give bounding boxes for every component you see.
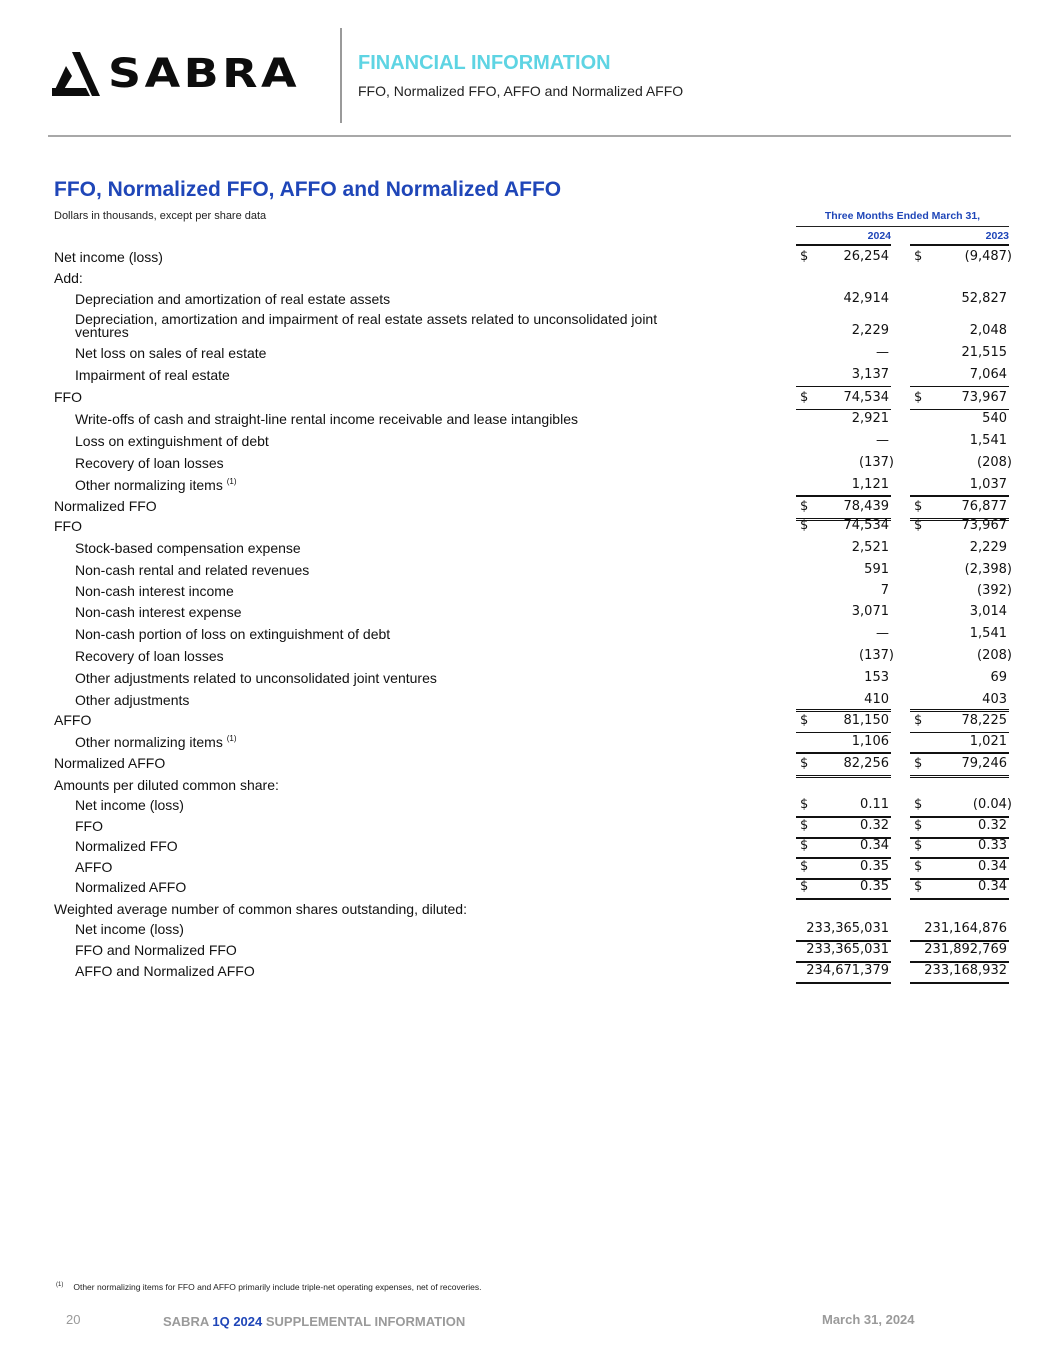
row-label-other-adjustments [75,692,189,708]
value-cell-2023 [910,452,1012,474]
row-label-non-cash-interest-expense [75,604,242,620]
row-label-text: Normalized AFFO [54,755,166,771]
footer-date: March 31, 2024 [822,1312,915,1327]
value-text: 0.35 [860,859,889,874]
value-cell-2024 [796,386,891,410]
dollar-sign: $ [914,756,923,771]
value-text: 233,365,031 [806,921,889,936]
sabra-logo [52,50,301,98]
value-text: 3,071 [851,604,889,619]
brand-wordmark: SABRA [108,51,301,97]
value-text: 0.34 [978,879,1007,894]
table-row [0,246,1055,268]
row-label-text: FFO [54,518,82,534]
value-text: 78,225 [961,713,1007,728]
row-label-text: Net income (loss) [75,797,184,813]
value-cell-2023 [910,342,1009,364]
footer-doc-name: SUPPLEMENTAL INFORMATION [265,1314,466,1329]
table-row [0,601,1055,623]
row-label-normalized-affo [75,879,186,895]
value-cell-2023 [910,623,1009,645]
dollar-sign: $ [914,713,923,728]
value-cell-2023 [910,645,1012,667]
value-cell-2024 [796,342,891,364]
dollar-sign: $ [800,879,809,894]
table-row [0,408,1055,430]
value-text: 3,014 [969,604,1007,619]
value-text: 78,439 [843,499,889,514]
row-label-ffo-and-normalized-ffo [75,942,237,958]
table-row [0,709,1055,731]
dollar-sign: $ [800,499,809,514]
value-cell-2024 [796,320,891,342]
value-text: (0.04) [972,797,1012,812]
value-cell-2024 [796,364,891,387]
row-label-impairment-of-real-estate [75,367,230,383]
value-text: 233,365,031 [806,942,889,957]
row-label-continuation: ventures [75,324,129,340]
value-text: 82,256 [843,756,889,771]
footer-period: 1Q 2024 [212,1314,263,1329]
row-label-net-income-loss [75,921,184,937]
value-text: 7 [880,583,889,598]
table-row [0,559,1055,581]
table-row [0,495,1055,517]
value-text: 79,246 [961,756,1007,771]
header-divider [340,28,342,123]
value-cell-2023 [910,320,1009,342]
table-row [0,386,1055,408]
unit-note: Dollars in thousands, except per share data [54,210,267,222]
value-text: 0.32 [978,818,1007,833]
row-label-loss-on-extinguishment-of-debt [75,433,269,449]
table-row [0,731,1055,753]
footnote-marker: (1) [56,1282,64,1288]
dollar-sign: $ [800,390,809,405]
row-label-amounts-per-diluted-common-share [54,777,279,793]
value-text: 52,827 [961,291,1007,306]
row-label-affo-and-normalized-affo [75,963,255,979]
row-label-text: Recovery of loan losses [75,648,224,664]
row-label-net-income-loss [54,249,163,265]
section-subtitle: FFO, Normalized FFO, AFFO and Normalized AFFO [358,83,684,99]
row-label-text: Other normalizing items [75,477,223,493]
table-row [0,960,1055,982]
value-text: 1,541 [969,626,1007,641]
value-cell-2024 [796,430,891,452]
value-cell-2024 [796,623,891,645]
value-cell-2023 [910,364,1009,387]
value-text: 591 [864,562,889,577]
row-label-other-adjustments-related-to-unconsolidated-joint-ventures [75,670,437,686]
value-text: 540 [982,411,1007,426]
row-label-text: Non-cash rental and related revenues [75,562,310,578]
value-cell-2023 [910,430,1009,452]
table-row [0,939,1055,961]
dollar-sign: $ [800,518,809,533]
value-cell-2023 [910,246,1012,268]
row-label-text: Normalized AFFO [75,879,187,895]
table-row [0,364,1055,386]
row-label-text: Depreciation and amortization of real estate assets [75,291,391,307]
row-label-depreciation-amortization-and-impairment-of-real-estate-assets-related-to-unconsolidated-joint [75,313,657,339]
dollar-sign: $ [914,838,923,853]
value-cell-2023 [910,386,1009,410]
value-text: 403 [982,692,1007,707]
sabra-logo-mark-icon [52,50,102,98]
value-text: — [876,626,889,641]
table-row [0,794,1055,816]
value-cell-2023 [910,960,1009,984]
value-text: 153 [864,670,889,685]
row-label-other-normalizing-items [75,474,237,493]
value-text: 81,150 [843,713,889,728]
row-label-add [54,270,83,286]
footnote-ref: (1) [226,477,237,486]
row-label-text: Depreciation, amortization and impairment of real estate assets related to unconsolidated joint [75,311,658,327]
value-text: 1,541 [969,433,1007,448]
dollar-sign: $ [800,713,809,728]
table-row [0,752,1055,774]
row-label-text: Other normalizing items [75,734,223,750]
value-cell-2023 [910,515,1009,537]
value-text: 3,137 [851,367,889,382]
table-row [0,876,1055,898]
table-row [0,898,1055,920]
footer-brand [163,1314,465,1329]
row-label-text: Add: [54,270,83,286]
value-text: 2,229 [851,323,889,338]
row-label-text: Stock-based compensation expense [75,540,301,556]
dollar-sign: $ [800,818,809,833]
row-label-ffo [75,818,103,834]
value-text: 0.32 [860,818,889,833]
value-cell-2024 [796,876,891,900]
row-label-text: Impairment of real estate [75,367,230,383]
row-label-text: Write-offs of cash and straight-line rental income receivable and lease intangibles [75,411,578,427]
row-label-affo [75,859,112,875]
table-row [0,856,1055,878]
table-row [0,623,1055,645]
value-cell-2023 [910,667,1009,689]
row-label-net-loss-on-sales-of-real-estate [75,345,266,361]
value-text: 234,671,379 [806,963,889,978]
value-text: (208) [977,455,1012,470]
dollar-sign: $ [914,797,923,812]
table-row [0,667,1055,689]
value-cell-2024 [796,580,891,602]
value-text: 1,037 [969,477,1007,492]
section-title: FINANCIAL INFORMATION [358,52,611,74]
row-label-text: Net loss on sales of real estate [75,345,267,361]
dollar-sign: $ [914,859,923,874]
value-cell-2023 [910,474,1009,497]
value-text: (392) [977,583,1012,598]
value-text: 0.35 [860,879,889,894]
value-text: (2,398) [964,562,1012,577]
dollar-sign: $ [800,756,809,771]
value-text: 0.11 [860,797,889,812]
table-row [0,689,1055,711]
value-text: 1,021 [969,734,1007,749]
dollar-sign: $ [914,818,923,833]
value-cell-2023 [910,876,1009,900]
value-text: 2,921 [851,411,889,426]
value-text: 2,229 [969,540,1007,555]
row-label-text: Non-cash interest income [75,583,234,599]
row-label-text: Net income (loss) [75,921,184,937]
table-row [0,515,1055,537]
row-label-text: Net income (loss) [54,249,163,265]
value-text: (9,487) [964,249,1012,264]
row-label-text: Loss on extinguishment of debt [75,433,269,449]
row-label-other-normalizing-items [75,731,237,750]
year-header-2024: 2024 [796,230,891,246]
row-label-text: Other adjustments related to unconsolidated joint ventures [75,670,437,686]
value-cell-2024 [796,559,891,581]
table-row [0,815,1055,837]
value-text: 410 [864,692,889,707]
row-label-non-cash-portion-of-loss-on-extinguishment-of-debt [75,626,390,642]
row-label-affo [54,712,91,728]
value-text: (208) [977,648,1012,663]
dollar-sign: $ [800,838,809,853]
value-text: 231,164,876 [924,921,1007,936]
footnote-ref: (1) [226,734,237,743]
row-label-text: Non-cash interest expense [75,604,242,620]
row-label-text: Recovery of loan losses [75,455,224,471]
footnote-text: Other normalizing items for FFO and AFFO primarily include triple-net operating expenses, net of recoveries. [73,1282,482,1292]
table-row [0,835,1055,857]
dollar-sign: $ [914,879,923,894]
value-cell-2023 [910,559,1012,581]
row-label-recovery-of-loan-losses [75,648,224,664]
row-label-text: FFO [54,389,82,405]
row-label-stock-based-compensation-expense [75,540,301,556]
value-cell-2023 [910,580,1012,602]
value-text: 2,048 [969,323,1007,338]
footer-brand-name: SABRA [163,1314,209,1329]
row-label-write-offs-of-cash-and-straight-line-rental-income-receivable-and-lease-intangibles [75,411,578,427]
table-row [0,452,1055,474]
value-cell-2024 [796,474,891,497]
dollar-sign: $ [800,859,809,874]
value-cell-2024 [796,731,891,754]
table-row [0,537,1055,559]
row-label-text: FFO and Normalized FFO [75,942,237,958]
table-row [0,918,1055,940]
value-text: (137) [859,648,894,663]
value-text: 1,121 [851,477,889,492]
table-row [0,267,1055,289]
row-label-text: Normalized FFO [75,838,178,854]
period-header: Three Months Ended March 31, [796,210,1009,227]
value-text: 231,892,769 [924,942,1007,957]
dollar-sign: $ [914,390,923,405]
value-cell-2024 [796,288,891,310]
row-label-normalized-ffo [75,838,178,854]
dollar-sign: $ [800,249,809,264]
row-label-normalized-affo [54,755,165,771]
row-label-text: Non-cash portion of loss on extinguishment of debt [75,626,391,642]
table-row [0,288,1055,310]
value-cell-2023 [910,709,1009,733]
value-text: 26,254 [843,249,889,264]
table-row [0,774,1055,796]
table-row [0,311,1055,342]
value-text: 0.33 [978,838,1007,853]
page-title: FFO, Normalized FFO, AFFO and Normalized AFFO [54,178,562,201]
value-cell-2023 [910,288,1009,310]
value-cell-2024 [796,246,891,268]
row-label-net-income-loss [75,797,184,813]
dollar-sign: $ [800,797,809,812]
footnote [56,1282,482,1292]
value-text: 7,064 [969,367,1007,382]
header-rule [48,135,1011,137]
value-text: — [876,433,889,448]
value-text: (137) [859,455,894,470]
value-cell-2024 [796,709,891,733]
row-label-non-cash-rental-and-related-revenues [75,562,309,578]
value-cell-2024 [796,601,891,623]
value-cell-2024 [796,515,891,537]
value-text: 73,967 [961,518,1007,533]
dollar-sign: $ [914,249,923,264]
dollar-sign: $ [914,499,923,514]
row-label-text: AFFO [54,712,92,728]
value-text: 21,515 [961,345,1007,360]
value-text: 73,967 [961,390,1007,405]
table-row [0,645,1055,667]
row-label-ffo [54,518,82,534]
value-cell-2024 [796,645,894,667]
row-label-text: FFO [75,818,103,834]
value-cell-2023 [910,408,1009,430]
value-text: 76,877 [961,499,1007,514]
table-row [0,580,1055,602]
year-header-2023: 2023 [910,230,1009,246]
value-text: 233,168,932 [924,963,1007,978]
value-text: 42,914 [843,291,889,306]
value-text: 0.34 [860,838,889,853]
row-label-text: Normalized FFO [54,498,157,514]
value-text: — [876,345,889,360]
value-cell-2024 [796,408,891,430]
value-text: 74,534 [843,390,889,405]
value-text: 0.34 [978,859,1007,874]
row-label-text: Amounts per diluted common share: [54,777,279,793]
row-label-weighted-average-number-of-common-shares-outstanding-diluted [54,901,467,917]
row-label-normalized-ffo [54,498,157,514]
row-label-ffo [54,389,82,405]
value-cell-2024 [796,537,891,559]
value-cell-2023 [910,731,1009,754]
value-text: 74,534 [843,518,889,533]
row-label-text: Weighted average number of common shares outstanding, diluted: [54,901,467,917]
table-row [0,474,1055,496]
row-label-depreciation-and-amortization-of-real-estate-assets [75,291,390,307]
page-number: 20 [66,1312,81,1327]
table-row [0,342,1055,364]
value-cell-2024 [796,960,891,984]
row-label-text: AFFO [75,859,113,875]
table-row [0,430,1055,452]
value-text: 69 [990,670,1007,685]
row-label-text: Other adjustments [75,692,190,708]
value-cell-2023 [910,537,1009,559]
row-label-text: AFFO and Normalized AFFO [75,963,255,979]
value-cell-2024 [796,667,891,689]
value-text: 1,106 [851,734,889,749]
value-text: 2,521 [851,540,889,555]
row-label-non-cash-interest-income [75,583,234,599]
value-cell-2024 [796,452,894,474]
dollar-sign: $ [914,518,923,533]
row-label-recovery-of-loan-losses [75,455,224,471]
value-cell-2023 [910,601,1009,623]
